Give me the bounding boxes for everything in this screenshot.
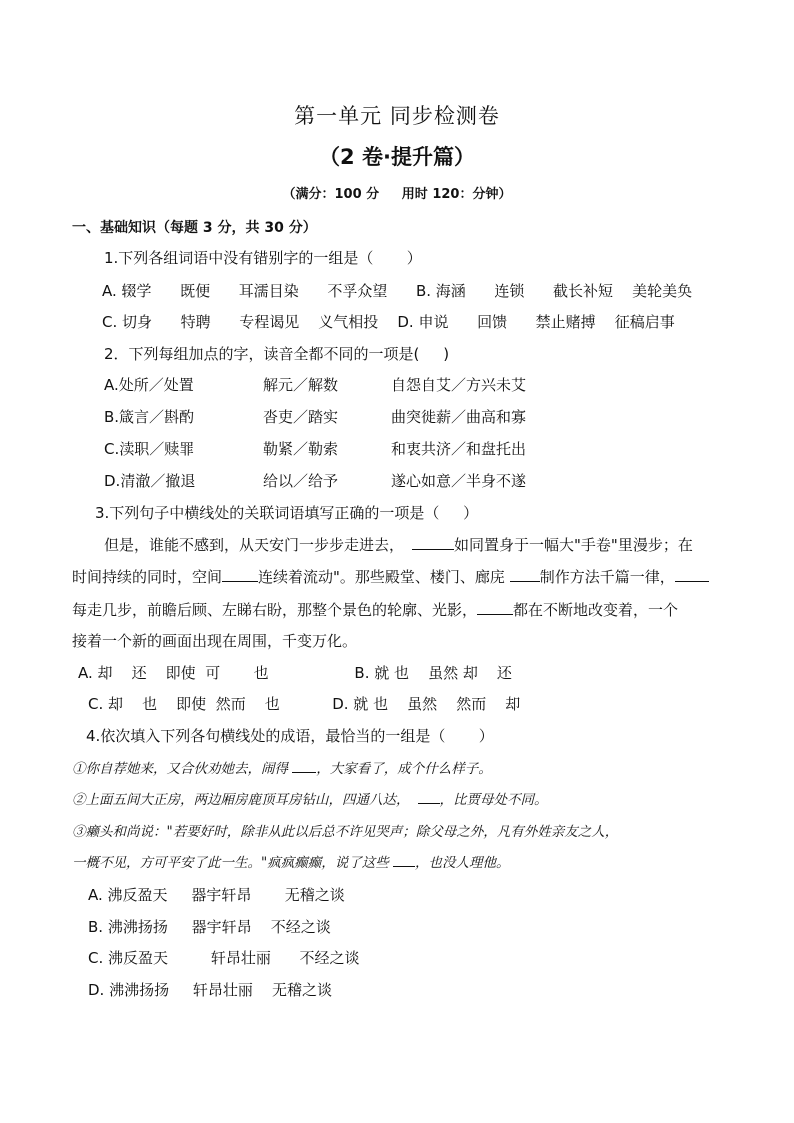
question-3-passage-line-3: 每走几步，前瞻后顾、左睇右盼，那整个景色的轮廓、光影， 都在不断地改变着，一个 xyxy=(72,601,679,619)
exam-page: 第一单元 同步检测卷 （2 卷·提升篇） （满分：100 分 用时 120：分钟） 一、基础知识（每题 3 分，共 30 分） 1.下列各组词语中没有错别字的一组是（ ） A. 辍学 既便 耳濡目染 不孚众望 B. 海涵 连锁 截长补短 美轮美奂 C. 切身 特聘 专程谒见 义气相投 D. 申说 回馈 禁止赌搏 征稿启事 2．下列每组加点的字，读音全都不同的一项是( ) A.处所／处置 解元／解数 自怨自艾／方兴未艾 B.箴言／斟酌 沓吏／踏实 曲突徙薪／曲高和寡 C.渎职／赎罪 勒紧／勒索 和衷共济／和盘托出 D.清澈／撤退 给以／给予 遂心如意／半身不遂 3.下列句子中横线处的关联词语填写正确的一项是（ ） 但是，谁能不感到，从天安门一步步走进去， 如同置身于一幅大"手卷"里漫步；在 时间持续的同时，空间 连续着流动"。那些殿堂、楼门、廊庑 制作方法千篇一律， 每走几步，前瞻后顾、左睇右盼，那整个景色的轮廓、光影， 都在不断地改变着，一个 接着一个新的画面出现在周围，千变万化。 A. 却 还 即使 可 也 B. 就 也 虽然 却 还 C. 却 也 即使 然而 也 D. 就 也 虽然 然而 却 4.依次填入下列各句横线处的成语，最恰当的一组是（ ） ①你自荐她来，又合伙劝她去，闹得 ，大家看了，成个什么样子。 ②上面五间大正房，两边厢房鹿顶耳房钻山，四通八达， ，比贾母处不同。 ③癞头和尚说："若要好时，除非从此以后总不许见哭声；除父母之外，凡有外姓亲友之人， 一概不见，方可平安了此一生。"疯疯癫癫，说了这些 ，也没人理他。 A. 沸反盈天 器宇轩昂 无稽之谈 B. 沸沸扬扬 器宇轩昂 不经之谈 C. 沸反盈天 轩昂壮丽 不经之谈 D. 沸沸扬扬 轩昂壮丽 无稽之谈 xyxy=(0,0,794,1123)
question-4-sentence-4: 一概不见，方可平安了此一生。"疯疯癫癫，说了这些 ，也没人理他。 xyxy=(72,855,510,871)
question-1-options-cd: C. 切身 特聘 专程谒见 义气相投 D. 申说 回馈 禁止赌搏 征稿启事 xyxy=(102,313,675,331)
question-3-passage-line-2: 时间持续的同时，空间 连续着流动"。那些殿堂、楼门、廊庑 制作方法千篇一律， xyxy=(72,570,709,585)
answer-blank xyxy=(412,548,454,550)
answer-blank xyxy=(477,613,513,615)
question-3-options-ab: A. 却 还 即使 可 也 B. 就 也 虽然 却 还 xyxy=(78,664,512,682)
question-2-stem: 2．下列每组加点的字，读音全都不同的一项是( ) xyxy=(104,345,450,363)
question-4-option-c: C. 沸反盈天 轩昂壮丽 不经之谈 xyxy=(88,949,360,967)
question-4-option-b: B. 沸沸扬扬 器宇轩昂 不经之谈 xyxy=(88,918,331,936)
page-title: 第一单元 同步检测卷 xyxy=(294,104,500,128)
answer-blank xyxy=(292,771,316,773)
answer-blank xyxy=(675,580,709,582)
question-4-stem: 4.依次填入下列各句横线处的成语，最恰当的一组是（ ） xyxy=(86,727,494,745)
question-3-stem: 3.下列句子中横线处的关联词语填写正确的一项是（ ） xyxy=(95,504,479,522)
question-1-options-ab: A. 辍学 既便 耳濡目染 不孚众望 B. 海涵 连锁 截长补短 美轮美奂 xyxy=(102,282,693,300)
exam-meta: （满分：100 分 用时 120：分钟） xyxy=(282,187,512,202)
answer-blank xyxy=(222,580,258,582)
question-4-option-a: A. 沸反盈天 器宇轩昂 无稽之谈 xyxy=(88,886,345,904)
question-4-sentence-2: ②上面五间大正房，两边厢房鹿顶耳房钻山，四通八达， ，比贾母处不同。 xyxy=(72,792,548,808)
page-subtitle: （2 卷·提升篇） xyxy=(319,145,475,169)
question-4-sentence-3: ③癞头和尚说："若要好时，除非从此以后总不许见哭声；除父母之外，凡有外姓亲友之人， xyxy=(72,824,619,840)
question-4-option-d: D. 沸沸扬扬 轩昂壮丽 无稽之谈 xyxy=(88,981,333,999)
question-4-sentence-1: ①你自荐她来，又合伙劝她去，闹得 ，大家看了，成个什么样子。 xyxy=(72,761,492,777)
answer-blank xyxy=(393,865,415,867)
question-1-stem: 1.下列各组词语中没有错别字的一组是（ ） xyxy=(104,249,422,267)
section-heading: 一、基础知识（每题 3 分，共 30 分） xyxy=(72,220,317,236)
question-3-options-cd: C. 却 也 即使 然而 也 D. 就 也 虽然 然而 却 xyxy=(88,695,521,713)
question-3-passage-line-1: 但是，谁能不感到，从天安门一步步走进去， 如同置身于一幅大"手卷"里漫步；在 xyxy=(104,536,693,554)
question-3-passage-line-4: 接着一个新的画面出现在周围，千变万化。 xyxy=(72,632,358,650)
answer-blank xyxy=(510,580,540,582)
answer-blank xyxy=(418,802,440,804)
